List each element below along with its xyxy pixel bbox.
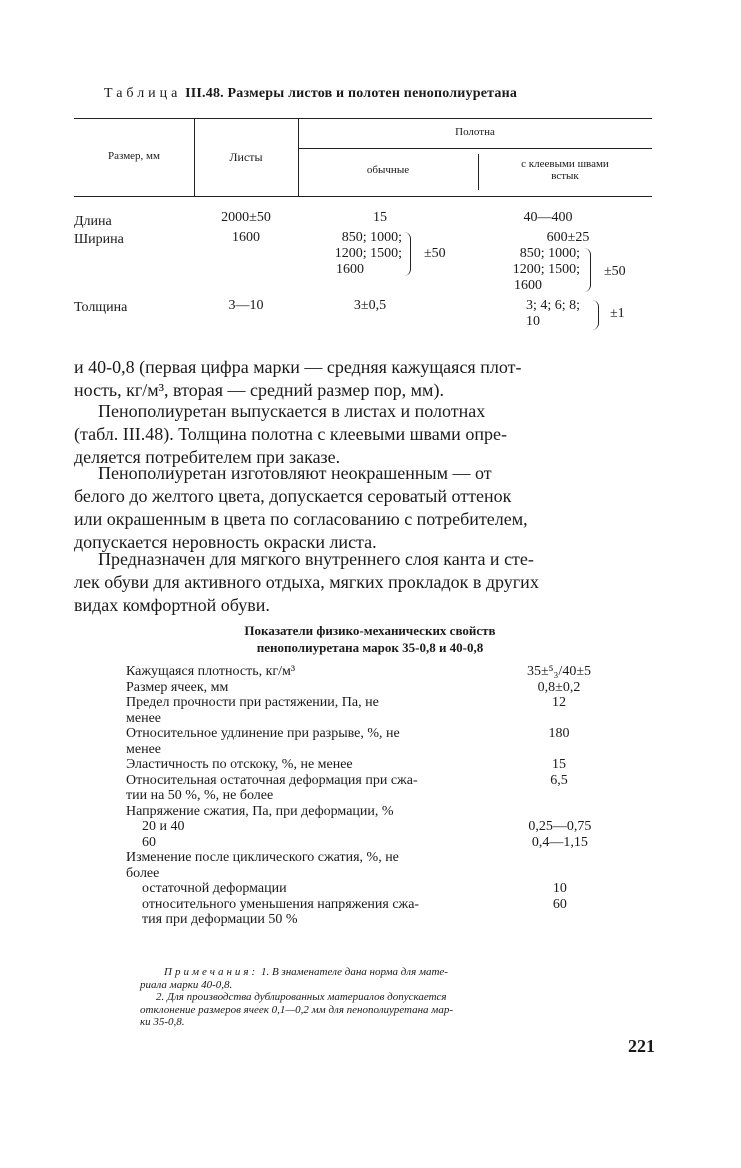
header-glued-line2: встык bbox=[551, 170, 579, 182]
paragraph-4 bbox=[74, 548, 656, 617]
prop-row bbox=[126, 804, 614, 820]
p3-line-2: белого до желтого цвета, допускается сероватый оттенок bbox=[74, 486, 512, 506]
table-caption bbox=[104, 86, 517, 102]
row-thickness-glued-1: 3; 4; 6; 8; bbox=[525, 298, 580, 313]
p3-line-3: или окрашенным в цвета по согласованию с потребителем, bbox=[74, 509, 528, 529]
row-width-ordinary-3: 1600 bbox=[336, 262, 364, 277]
table-header-bottom-rule bbox=[74, 196, 652, 197]
properties-heading-line-2: пенополиуретана марок 35-0,8 и 40-0,8 bbox=[256, 640, 484, 655]
prop-label: остаточной деформации bbox=[142, 881, 287, 896]
prop-row bbox=[126, 850, 614, 881]
paragraph-2 bbox=[74, 400, 656, 469]
prop-value: 35±⁵₃/40±5 bbox=[526, 664, 592, 679]
brace-width-glued bbox=[584, 248, 591, 292]
p2-line-3: деляется потребителем при заказе. bbox=[74, 447, 341, 467]
prop-label: Кажущаяся плотность, кг/м³ bbox=[126, 664, 296, 679]
prop-label: 20 и 40 bbox=[142, 819, 185, 834]
row-length-glued: 40—400 bbox=[523, 210, 573, 225]
row-width-label: Ширина bbox=[74, 232, 124, 247]
prop-label-cont: менее bbox=[126, 741, 161, 757]
brace-width-ordinary bbox=[404, 232, 411, 276]
note-2-line-1: 2. Для производства дублированных материалов допускается bbox=[156, 991, 447, 1003]
prop-label: Относительное удлинение при разрыве, %, не bbox=[126, 726, 400, 741]
row-length-label: Длина bbox=[74, 214, 112, 229]
prop-label-cont: менее bbox=[126, 710, 161, 726]
header-cloths: Полотна bbox=[455, 126, 495, 138]
p2-line-1: Пенополиуретан выпускается в листах и полотнах bbox=[98, 401, 486, 421]
prop-label: Предел прочности при растяжении, Па, не bbox=[126, 695, 379, 710]
paragraph-3 bbox=[74, 462, 656, 554]
prop-label: Изменение после циклического сжатия, %, не bbox=[126, 850, 399, 865]
header-ordinary: обычные bbox=[366, 164, 410, 176]
prop-row bbox=[126, 897, 614, 928]
prop-label: Размер ячеек, мм bbox=[126, 679, 229, 695]
header-glued-line1: с клеевыми швами bbox=[521, 158, 609, 170]
prop-value: 15 bbox=[552, 757, 566, 772]
note-2-line-2: отклонение размеров ячеек 0,1—0,2 мм для пенополиуретана мар- bbox=[140, 1003, 453, 1016]
prop-row bbox=[126, 881, 614, 897]
notes-label: Примечания: bbox=[164, 966, 259, 978]
page-number: 221 bbox=[628, 1036, 655, 1056]
p3-line-1: Пенополиуретан изготовляют неокрашенным — от bbox=[98, 463, 492, 483]
row-width-glued-3: 1600 bbox=[514, 278, 542, 293]
p1-line-2: ность, кг/м³, вторая — средний размер пор, мм). bbox=[74, 380, 444, 400]
row-width-glued-2: 1200; 1500; bbox=[512, 262, 580, 277]
prop-row bbox=[126, 835, 614, 851]
p1-line-1: и 40-0,8 (первая цифра марки — средняя кажущаяся плот- bbox=[74, 357, 522, 377]
prop-label: Эластичность по отскоку, %, не менее bbox=[126, 757, 353, 772]
table-caption-label: Таблица bbox=[104, 86, 182, 101]
p4-line-3: видах комфортной обуви. bbox=[74, 595, 270, 615]
prop-value: 0,25—0,75 bbox=[528, 819, 592, 834]
note-2-line-3: ки 35-0,8. bbox=[140, 1016, 185, 1028]
prop-value: 0,8±0,2 bbox=[537, 679, 581, 695]
prop-label-cont: более bbox=[126, 865, 160, 881]
paragraph-1 bbox=[74, 356, 656, 402]
row-width-ordinary-2: 1200; 1500; bbox=[334, 246, 402, 261]
properties-heading bbox=[150, 622, 590, 656]
row-length-sheets: 2000±50 bbox=[221, 210, 271, 225]
table-top-rule bbox=[74, 118, 652, 119]
brace-thickness-glued bbox=[592, 300, 599, 330]
row-length-ordinary: 15 bbox=[373, 210, 387, 225]
prop-row bbox=[126, 819, 614, 835]
note-1-line-2: риала марки 40-0,8. bbox=[140, 978, 233, 991]
p2-line-2: (табл. III.48). Толщина полотна с клеевыми швами опре- bbox=[74, 424, 507, 444]
row-thickness-ordinary: 3±0,5 bbox=[353, 298, 387, 313]
table-caption-title: III.48. Размеры листов и полотен пенополиуретана bbox=[185, 86, 518, 101]
prop-label: Напряжение сжатия, Па, при деформации, % bbox=[126, 803, 394, 819]
row-width-glued-1: 850; 1000; bbox=[519, 246, 580, 261]
prop-row bbox=[126, 726, 614, 757]
row-thickness-sheets: 3—10 bbox=[228, 298, 264, 313]
row-width-sheets: 1600 bbox=[232, 230, 260, 245]
prop-value bbox=[504, 804, 614, 820]
table-subheader-rule bbox=[298, 148, 652, 149]
header-sheets: Листы bbox=[229, 150, 263, 164]
prop-value bbox=[504, 850, 614, 881]
row-thickness-glued-2: 10 bbox=[526, 314, 540, 329]
p4-line-2: лек обуви для активного отдыха, мягких прокладок в других bbox=[74, 572, 539, 592]
prop-label: относительного уменьшения напряжения сжа- bbox=[142, 896, 420, 912]
header-size: Размер, мм bbox=[108, 150, 160, 162]
prop-label-cont: тия при деформации 50 % bbox=[142, 912, 298, 927]
p4-line-1: Предназначен для мягкого внутреннего слоя канта и сте- bbox=[98, 549, 534, 569]
prop-value: 6,5 bbox=[550, 772, 568, 788]
properties-heading-line-1: Показатели физико-механических свойств bbox=[244, 623, 496, 638]
row-thickness-label: Толщина bbox=[74, 300, 128, 315]
prop-value: 10 bbox=[552, 881, 567, 896]
prop-row bbox=[126, 695, 614, 726]
row-width-glued-tol: ±50 bbox=[604, 264, 626, 279]
prop-value: 12 bbox=[552, 695, 566, 710]
p3-line-4: допускается неровность окраски листа. bbox=[74, 532, 377, 552]
prop-value: 180 bbox=[548, 726, 570, 741]
prop-row bbox=[126, 757, 614, 773]
row-width-ordinary-tol: ±50 bbox=[424, 246, 446, 261]
prop-label: 60 bbox=[142, 834, 156, 850]
note-1-line-1: 1. В знаменателе дана норма для мате- bbox=[260, 966, 448, 978]
notes bbox=[140, 966, 612, 1029]
properties-list bbox=[126, 664, 614, 928]
prop-label: Относительная остаточная деформация при сжа- bbox=[126, 772, 418, 788]
prop-row bbox=[126, 680, 614, 696]
row-width-glued-top: 600±25 bbox=[546, 230, 590, 245]
prop-row bbox=[126, 773, 614, 804]
row-width-ordinary-1: 850; 1000; bbox=[341, 230, 402, 245]
prop-value: 60 bbox=[552, 896, 567, 912]
header-glued bbox=[478, 158, 652, 182]
prop-label-cont: тии на 50 %, %, не более bbox=[126, 788, 274, 803]
prop-value: 0,4—1,15 bbox=[531, 834, 588, 850]
row-thickness-glued-tol: ±1 bbox=[610, 306, 625, 321]
prop-row bbox=[126, 664, 614, 680]
